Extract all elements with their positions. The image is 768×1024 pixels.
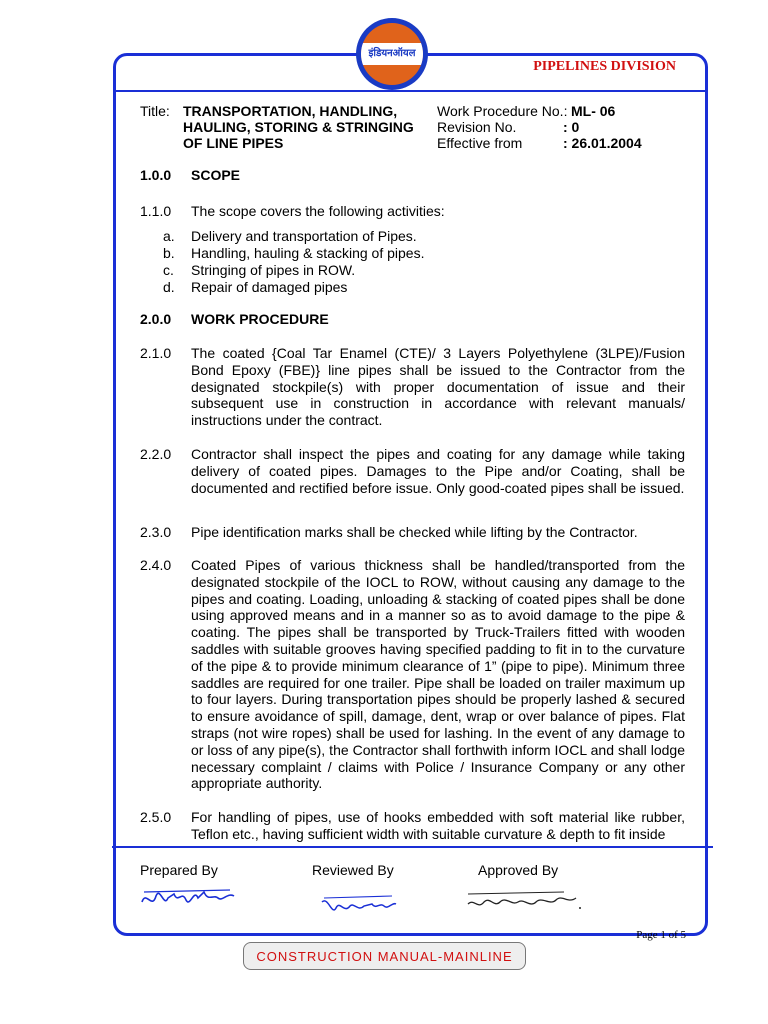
approved-by-signature bbox=[464, 884, 584, 918]
revision-value: : 0 bbox=[563, 119, 580, 135]
clause-text-2-3-0: Pipe identification marks shall be checked while lifting by the Contractor. bbox=[191, 524, 638, 540]
activity-letter-d: d. bbox=[163, 279, 175, 295]
title-line-1: TRANSPORTATION, HANDLING, bbox=[183, 103, 398, 119]
section-heading-procedure: WORK PROCEDURE bbox=[191, 311, 329, 327]
activity-text-a: Delivery and transportation of Pipes. bbox=[191, 228, 417, 244]
prepared-by-signature bbox=[138, 880, 238, 920]
effective-label: Effective from bbox=[437, 135, 523, 151]
clause-text-2-2-0: Contractor shall inspect the pipes and coating for any damage while taking delivery of coated pipes. Damages to the Pipe and/or Coating, shall be documented and rectified before issue. Only good-coated pipes shall be issued. bbox=[191, 446, 685, 496]
logo-band bbox=[361, 43, 423, 65]
logo-text: इंडियनऑयल bbox=[368, 48, 416, 59]
clause-number-2-1-0: 2.1.0 bbox=[140, 345, 172, 361]
reviewed-by-label: Reviewed By bbox=[312, 862, 394, 878]
manual-banner: CONSTRUCTION MANUAL-MAINLINE bbox=[243, 942, 526, 970]
work-procedure-value: ML- 06 bbox=[571, 103, 616, 119]
prepared-by-label: Prepared By bbox=[140, 862, 218, 878]
revision-label: Revision No. bbox=[437, 119, 517, 135]
division-name: PIPELINES DIVISION bbox=[533, 59, 676, 74]
work-procedure-label: Work Procedure No.: bbox=[437, 103, 568, 119]
scope-intro: The scope covers the following activities: bbox=[191, 203, 445, 219]
approved-by-label: Approved By bbox=[478, 862, 559, 878]
activity-text-b: Handling, hauling & stacking of pipes. bbox=[191, 245, 425, 261]
clause-number-2-5-0: 2.5.0 bbox=[140, 809, 172, 825]
clause-text-2-5-0: For handling of pipes, use of hooks embedded with soft material like rubber, Teflon etc., having sufficient width with suitable curvature & depth to fit inside bbox=[191, 809, 685, 842]
activity-text-c: Stringing of pipes in ROW. bbox=[191, 262, 356, 278]
clause-number-2-2-0: 2.2.0 bbox=[140, 446, 172, 462]
footer-divider bbox=[112, 846, 713, 848]
activity-letter-b: b. bbox=[163, 245, 175, 261]
clause-text-2-1-0: The coated {Coal Tar Enamel (CTE)/ 3 Layers Polyethylene (3LPE)/Fusion Bond Epoxy (FBE)} line pipes shall be issued to the Contractor from the designated stockpile(s) with proper documentation of issue and their subsequent use in construction in accordance with relevant manuals/ instructions under the contract. bbox=[191, 345, 685, 429]
effective-value: : 26.01.2004 bbox=[563, 135, 642, 151]
title-label: Title: bbox=[140, 103, 170, 119]
activity-text-d: Repair of damaged pipes bbox=[191, 279, 348, 295]
page-number: Page 1 of 5 bbox=[636, 929, 686, 941]
clause-number-2-4-0: 2.4.0 bbox=[140, 557, 172, 573]
activity-letter-c: c. bbox=[163, 262, 174, 278]
logo-ring bbox=[361, 23, 423, 85]
clause-number-2-3-0: 2.3.0 bbox=[140, 524, 172, 540]
activity-letter-a: a. bbox=[163, 228, 175, 244]
title-line-2: HAULING, STORING & STRINGING bbox=[183, 119, 414, 135]
title-line-3: OF LINE PIPES bbox=[183, 135, 284, 151]
reviewed-by-signature bbox=[318, 890, 398, 924]
section-number-scope: 1.0.0 bbox=[140, 167, 172, 183]
indianoil-logo bbox=[356, 18, 428, 90]
section-heading-scope: SCOPE bbox=[191, 167, 241, 183]
clause-number-1-1-0: 1.1.0 bbox=[140, 203, 172, 219]
header-divider bbox=[116, 90, 706, 92]
section-number-procedure: 2.0.0 bbox=[140, 311, 172, 327]
clause-text-2-4-0: Coated Pipes of various thickness shall be handled/transported from the designated stockpile of the IOCL to ROW, without causing any damage to the pipes and coating. Loading, unloading & stacking of coated pipes shall be done using approved means and in a manner so as to avoid damage to the pipe & coating. The pipes shall be transported by Truck-Trailers fitted with wooden saddles with suitable grooves having specified padding to fit in to the curvature of the pipe & to provide minimum clearance of 1” (pipe to pipe). Minimum three saddles are required for one trailer. Pipe shall be loaded on trailer maximum up to four layers. During transportation pipes should be properly lashed & secured to ensure avoidance of spill, damage, dent, wrap or over balance of pipes. Flat straps (not wire ropes) shall be used for lashing. In the event of any damage to or loss of any pipe(s), the Contractor shall forthwith inform IOCL and shall lodge necessary complaint / claims with Police / Insurance Company or any other appropriate authority. bbox=[191, 557, 685, 792]
